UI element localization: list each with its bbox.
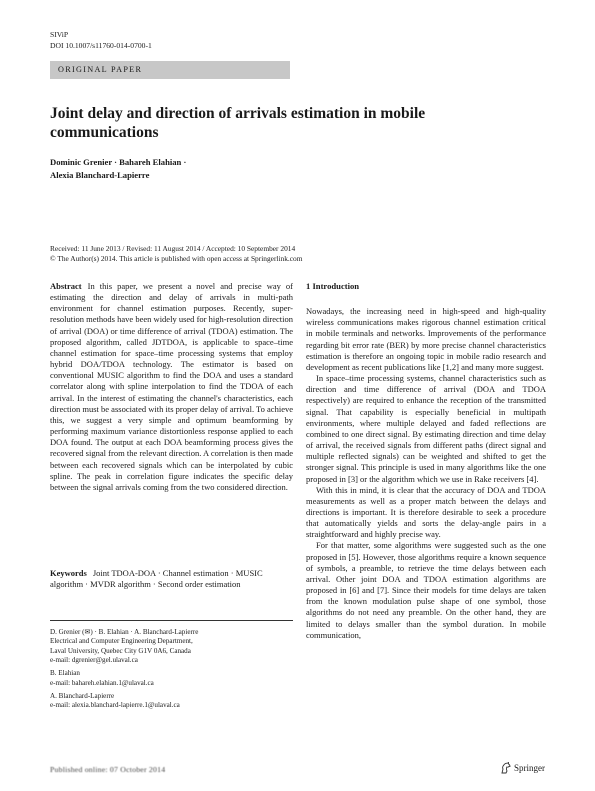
publisher-name: Springer — [514, 763, 545, 773]
affiliation-author: B. Elahian — [50, 669, 80, 678]
author-list — [50, 156, 350, 181]
journal-name: SIViP — [50, 30, 69, 39]
affiliation-block — [50, 628, 293, 665]
paragraph: With this in mind, it is clear that the accuracy of DOA and TDOA measurements as well as a proper match between the delays and directions is important. It is therefore desirable to seek a procedure that automatically yields and sorts the delay-angle pairs in a straightforward and highly precise way. — [306, 484, 546, 540]
springer-horse-icon — [500, 762, 511, 774]
abstract — [50, 281, 293, 493]
affiliation-address: Laval University, Quebec City G1V 0A6, Canada — [50, 646, 191, 655]
abstract-text: In this paper, we present a novel and precise way of estimating the direction and delay of arrivals in multi-path environment for channel estimation purposes. Recently, super-resolution methods have been widely used for high-resolution direction of arrival (DOA) or time difference of arrival (TDOA) estimation. The proposed algorithm, called JDTDOA, is applicable to space–time channel estimation for space–time processing systems that employ hybrid DOA/TDOA technology. The estimator is based on conventional MUSIC algorithm to find the DOA and uses a standard correlator along with spline interpolation to find the TDOA of each arrival. In the interest of estimating the channel's characteristics, each direction must be associated with its proper delay of arrival. To achieve this, we suggest a very simple and optimum beamforming by performing maximum variance distortionless response applied to each DOA found. The output at each DOA beamforming process gives the recovered signal from the relevant direction. A correlation is then made between each recovered signals which can be interpolated by cubic spline. The peak in correlation figure indicates the specific delay between the signal arrivals coming from the two considered direction. — [50, 281, 293, 492]
authors-line-2: Alexia Blanchard-Lapierre — [50, 169, 150, 180]
affiliation-department: Electrical and Computer Engineering Department, — [50, 637, 193, 646]
keywords-label: Keywords — [50, 568, 87, 578]
article-type-label: ORIGINAL PAPER — [58, 65, 143, 74]
affiliation-authors: D. Grenier (✉) · B. Elahian · A. Blanchard-Lapierre — [50, 628, 199, 636]
section-heading: 1 Introduction — [306, 281, 360, 291]
paragraph: Nowadays, the increasing need in high-speed and high-quality wireless communications makes rigorous channel estimation critical in mobile terminals and networks. Improvements of the performance regarding bit error rate (BER) by more precise channel characteristics estimation is therefore an ongoing topic in mobile radio research and development as recent publications like [1,2] and many more suggest. — [306, 306, 546, 372]
published-online: Published online: 07 October 2014 — [50, 765, 166, 774]
paragraph: In space–time processing systems, channel characteristics such as direction and time difference of arrival (DOA and TDOA respectively) are required to enhance the reception of the transmitted signal. That capability is especially beneficial in multipath environments, where multiple delayed and faded reflections are combined to one direct signal. By estimating direction and time delay of arrival, the received signals from different paths (direct signal and multiple reflected signals) can be weighted and shifted to get the stronger signal. This principle is used in many algorithms like the one proposed in [3] or the algorithm which we use in Rake receivers [4]. — [306, 373, 546, 484]
paragraph: For that matter, some algorithms were suggested such as the one proposed in [5]. However, those algorithms require a known sequence of symbols, a preamble, to retrieve the time delays between each arrival. Other joint DOA and TDOA estimation algorithms are proposed in [6] and [7]. Since their models for time delays are taken from the known modulation pulse shape of one symbol, those algorithms do not need any preamble. On the other hand, they are limited to delays smaller than the symbol duration. In mobile communication, — [306, 540, 546, 640]
affiliation-author: A. Blanchard-Lapierre — [50, 692, 115, 701]
publisher-logo — [500, 762, 545, 774]
keywords-text: Joint TDOA-DOA · Channel estimation · MUSIC algorithm · MVDR algorithm · Second order estimation — [50, 568, 263, 590]
doi[interactable]: DOI 10.1007/s11760-014-0700-1 — [50, 41, 152, 50]
email-link[interactable]: e-mail: dgrenier@gel.ulaval.ca — [50, 656, 138, 665]
affiliation-block — [50, 669, 293, 688]
introduction-section — [306, 281, 546, 641]
affiliation-block — [50, 692, 293, 711]
copyright-notice: © The Author(s) 2014. This article is published with open access at Springerlink.com — [50, 254, 303, 263]
article-history — [50, 244, 550, 264]
affiliations — [50, 620, 293, 715]
article-type-banner — [50, 61, 290, 79]
received-dates: Received: 11 June 2013 / Revised: 11 August 2014 / Accepted: 10 September 2014 — [50, 244, 296, 253]
email-link[interactable]: e-mail: alexia.blanchard-lapierre.1@ulaval.ca — [50, 701, 180, 710]
keywords — [50, 568, 293, 590]
authors-line-1: Dominic Grenier · Bahareh Elahian · — [50, 157, 187, 167]
abstract-label: Abstract — [50, 281, 82, 291]
email-link[interactable]: e-mail: bahareh.elahian.1@ulaval.ca — [50, 678, 154, 687]
article-title: Joint delay and direction of arrivals estimation in mobile communications — [50, 105, 426, 141]
